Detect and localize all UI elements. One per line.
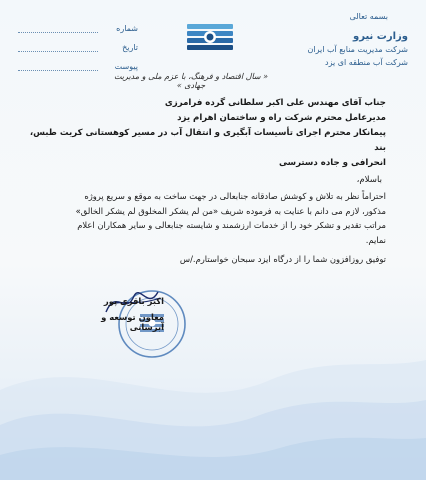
letter-number-line xyxy=(18,23,98,33)
addressee-line: انحرافی و جاده دسترسی xyxy=(278,158,386,168)
salutation: باسلام، xyxy=(356,175,382,185)
body-line: نمایم. xyxy=(365,234,386,245)
letterhead-organization xyxy=(278,12,408,67)
regional-company-name: شرکت آب منطقه ای یزد xyxy=(325,58,408,67)
letter-number-row xyxy=(18,14,138,33)
letter-body xyxy=(24,96,386,266)
bismillah-text: بسمه تعالی xyxy=(349,12,388,21)
body-line: مراتب تقدیر و تشکر خود را از خدمات ارزشمند و شایسته جنابعالی و سایر همکاران اعلام xyxy=(77,220,386,230)
addressee-line: مدیرعامل محترم شرکت راه و ساختمان اهرام یزد xyxy=(177,113,386,123)
water-company-logo-icon xyxy=(187,24,233,50)
addressee-line: جناب آقای مهندس علی اکبر سلطانی گرده فرامرزی xyxy=(164,98,386,108)
body-line: احتراماً نظر به تلاش و کوشش صادقانه جنابعالی در جهت ساخت به موقع و سریع پروژه xyxy=(84,191,386,201)
letter-attachment-label: پیوست xyxy=(114,62,138,71)
letter-number-label: شماره xyxy=(116,24,138,33)
closing-line: توفیق روزافزون شما را از درگاه ایزد سبحان خواستارم./س xyxy=(179,254,386,264)
letter-attachment-row xyxy=(18,52,138,71)
year-slogan: « سال اقتصاد و فرهنگ، با عزم ملی و مدیریت جهادی » xyxy=(113,72,269,90)
letter-meta xyxy=(18,14,138,71)
body-line: مذکور، لازم می دانم با عنایت به فرموده شریف «من لم یشکر المخلوق لم یشکر الخالق» xyxy=(75,205,386,216)
letter-date-row xyxy=(18,33,138,52)
addressee-line: پیمانکار محترم اجرای تأسیسات آبگیری و انتقال آب در مسیر کوهستانی کریت طبس، بند xyxy=(29,128,386,153)
letter-date-label: تاریخ xyxy=(122,43,138,52)
company-name: شرکت مدیریت منابع آب ایران xyxy=(307,45,408,54)
signer-title: معاون توسعه و آبرسانی xyxy=(101,312,164,332)
ministry-name: وزارت نیرو xyxy=(353,31,408,42)
letter-paragraph xyxy=(24,189,386,247)
letter-date-line xyxy=(18,42,98,52)
letter-attachment-line xyxy=(18,61,98,71)
signature-block xyxy=(64,282,184,382)
signer-name: اکبر باقری پور xyxy=(103,296,164,306)
